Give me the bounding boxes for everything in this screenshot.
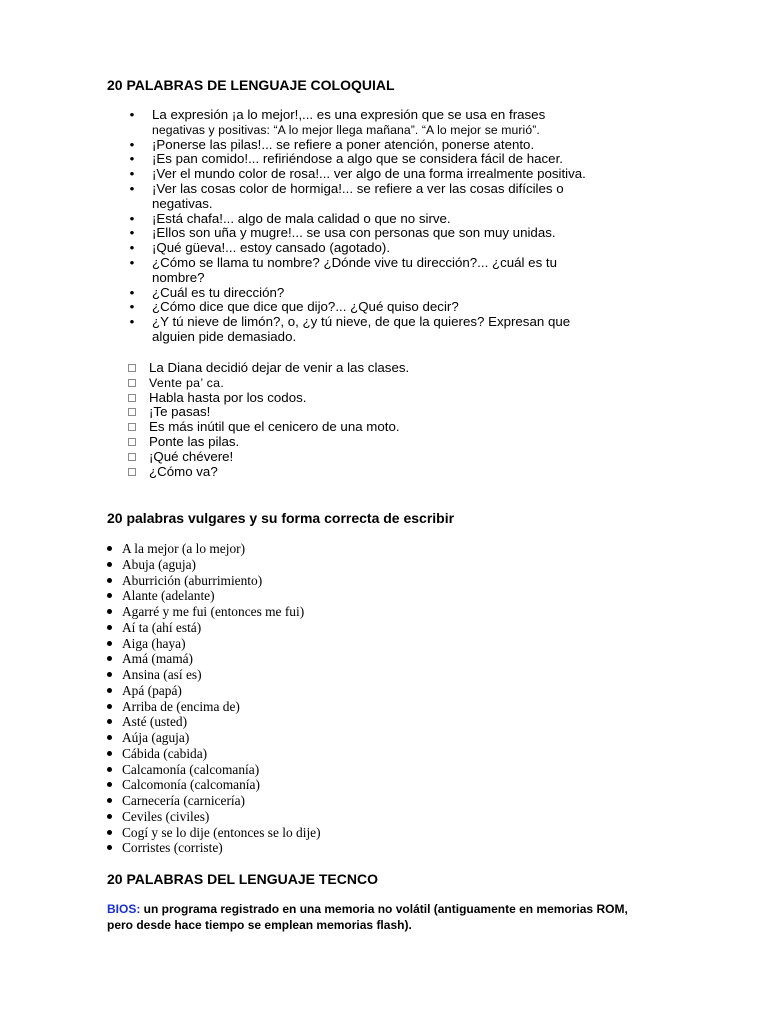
list-item: Aburrición (aburrimiento)	[107, 573, 527, 589]
bullet-icon: •	[129, 299, 135, 315]
bullet-icon: •	[129, 107, 135, 122]
bullet-dot-icon	[107, 830, 112, 835]
list-item: Carnecería (carnicería)	[107, 793, 527, 809]
list-item: Apá (papá)	[107, 683, 527, 699]
checkbox-square-icon	[128, 408, 136, 416]
bullet-dot-icon	[107, 798, 112, 803]
list-item: Agarré y me fui (entonces me fui)	[107, 604, 527, 620]
section-coloquial-title: 20 PALABRAS DE LENGUAJE COLOQUIAL	[107, 77, 395, 93]
list-item: • ¡Ver las cosas color de hormiga!... se refiere a ver las cosas difíciles o negativas.	[127, 182, 667, 212]
list-item: Aiga (haya)	[107, 636, 527, 652]
bullet-dot-icon	[107, 656, 112, 661]
bullet-dot-icon	[107, 751, 112, 756]
bullet-dot-icon	[107, 719, 112, 724]
list-item: • ¡Ponerse las pilas!... se refiere a poner atención, ponerse atento.	[127, 138, 667, 153]
list-item: Arriba de (encima de)	[107, 699, 527, 715]
list-item: • ¿Cómo dice que dice que dijo?... ¿Qué quiso decir?	[127, 300, 667, 315]
bullet-dot-icon	[107, 688, 112, 693]
bullet-dot-icon	[107, 704, 112, 709]
bullet-dot-icon	[107, 735, 112, 740]
list-item: Aúja (aguja)	[107, 730, 527, 746]
list-item: Ceviles (civiles)	[107, 809, 527, 825]
bullet-icon: •	[129, 314, 135, 330]
bullet-icon: •	[129, 180, 135, 196]
bullet-icon: •	[129, 225, 135, 241]
bullet-dot-icon	[107, 578, 112, 583]
bullet-dot-icon	[107, 814, 112, 819]
list-item: Cogí y se lo dije (entonces se lo dije)	[107, 825, 527, 841]
list-item: • ¡Ellos son uña y mugre!... se usa con personas que son muy unidas.	[127, 226, 667, 241]
section-vulgares-title: 20 palabras vulgares y su forma correcta de escribir	[107, 510, 455, 526]
bullet-dot-icon	[107, 845, 112, 850]
bullet-dot-icon	[107, 562, 112, 567]
list-item: • ¡Qué güeva!... estoy cansado (agotado).	[127, 241, 667, 256]
bullet-dot-icon	[107, 782, 112, 787]
checkbox-square-icon	[128, 394, 136, 402]
list-item: Corristes (corriste)	[107, 840, 527, 856]
list-item: • ¡Ver el mundo color de rosa!... ver algo de una forma irrealmente positiva.	[127, 167, 667, 182]
list-item: Cábida (cabida)	[107, 746, 527, 762]
list-item: • ¡Es pan comido!... refiriéndose a algo que se considera fácil de hacer.	[127, 152, 667, 167]
checkbox-square-icon	[128, 379, 136, 387]
list-item: Abuja (aguja)	[107, 557, 527, 573]
section-tecnico-title: 20 PALABRAS DEL LENGUAJE TECNCO	[107, 871, 378, 887]
coloquial-expressions-list	[127, 108, 667, 345]
bullet-icon: •	[129, 151, 135, 167]
list-item: Alante (adelante)	[107, 588, 527, 604]
list-item: Calcomonía (calcomanía)	[107, 777, 527, 793]
bios-definition	[107, 902, 667, 933]
bullet-dot-icon	[107, 546, 112, 551]
bullet-icon: •	[129, 284, 135, 300]
checkbox-square-icon	[128, 468, 136, 476]
list-item: Calcamonía (calcomanía)	[107, 762, 527, 778]
list-item: • ¿Y tú nieve de limón?, o, ¿y tú nieve, de que la quieres? Expresan que alguien pide demasiado.	[127, 315, 667, 345]
bullet-dot-icon	[107, 641, 112, 646]
bullet-dot-icon	[107, 593, 112, 598]
vulgar-words-list	[107, 541, 527, 856]
list-item: • La expresión ¡a lo mejor!,... es una expresión que se usa en frases negativas y positivas: “A lo mejor llega mañana”. “A lo mejor se murió”.	[127, 108, 667, 138]
list-item: • ¿Cómo se llama tu nombre? ¿Dónde vive tu dirección?... ¿cuál es tu nombre?	[127, 256, 667, 286]
bullet-icon: •	[129, 254, 135, 270]
list-item: Asté (usted)	[107, 714, 527, 730]
bullet-icon: •	[129, 166, 135, 182]
list-item: Amá (mamá)	[107, 651, 527, 667]
list-item: Vente pa’ ca.	[127, 376, 647, 391]
bios-definition-text: un programa registrado en una memoria no volátil (antiguamente en memorias ROM,	[140, 902, 628, 916]
list-item: Ansina (así es)	[107, 667, 527, 683]
list-item: ¡Qué chévere!	[127, 450, 647, 465]
bullet-icon: •	[129, 240, 135, 256]
bullet-dot-icon	[107, 767, 112, 772]
list-item: La Diana decidió dejar de venir a las clases.	[127, 361, 647, 376]
bios-definition-text-cont: pero desde hace tiempo se emplean memorias flash).	[107, 917, 412, 932]
bios-term: BIOS:	[107, 902, 141, 916]
list-item: Aí ta (ahí está)	[107, 620, 527, 636]
bullet-icon: •	[129, 210, 135, 226]
list-item: ¿Cómo va?	[127, 465, 647, 480]
list-item: Habla hasta por los codos.	[127, 391, 647, 406]
bullet-dot-icon	[107, 625, 112, 630]
list-item: Ponte las pilas.	[127, 435, 647, 450]
checkbox-square-icon	[128, 453, 136, 461]
bullet-dot-icon	[107, 672, 112, 677]
list-item: • ¿Cuál es tu dirección?	[127, 286, 667, 301]
list-item: • ¡Está chafa!... algo de mala calidad o que no sirve.	[127, 212, 667, 227]
coloquial-phrases-list	[127, 361, 647, 479]
checkbox-square-icon	[128, 423, 136, 431]
list-item: ¡Te pasas!	[127, 405, 647, 420]
list-item: A la mejor (a lo mejor)	[107, 541, 527, 557]
bullet-dot-icon	[107, 609, 112, 614]
list-item: Es más inútil que el cenicero de una moto.	[127, 420, 647, 435]
checkbox-square-icon	[128, 438, 136, 446]
bullet-icon: •	[129, 136, 135, 152]
checkbox-square-icon	[128, 364, 136, 372]
